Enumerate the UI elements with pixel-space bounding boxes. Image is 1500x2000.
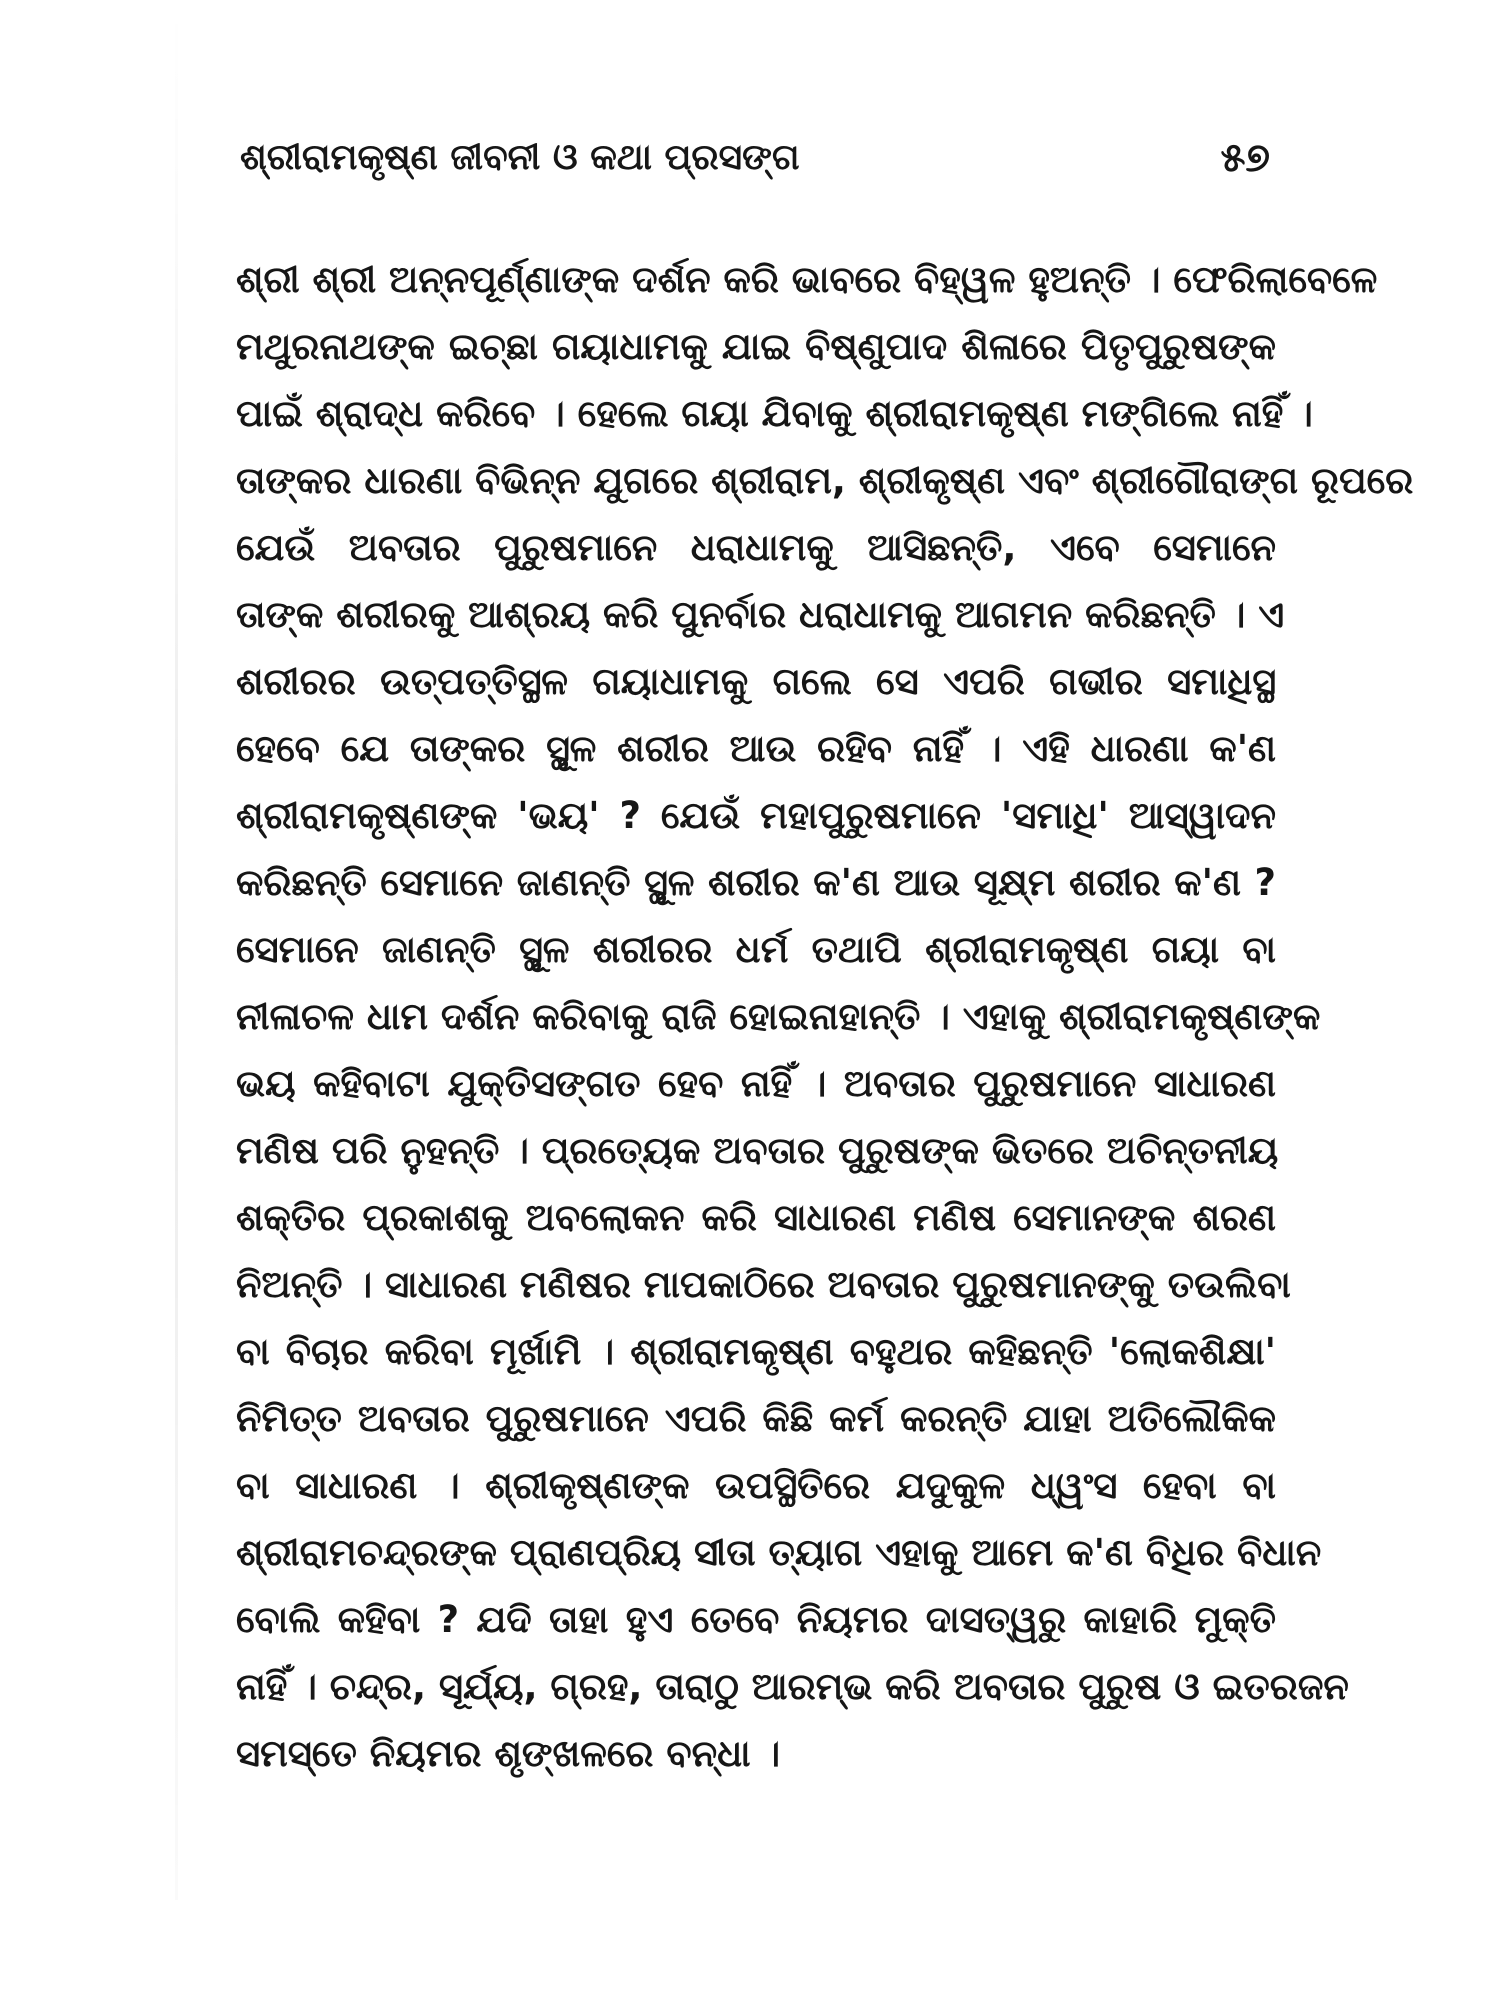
text-line: ବା ବିଚାର କରିବା ମୂର୍ଖାମି । ଶ୍ରୀରାମକୃଷ୍ଣ ବହୁଥର କହିଛନ୍ତି 'ଲୋକଶିକ୍ଷା': [236, 1330, 1276, 1373]
running-title: ଶ୍ରୀରାମକୃଷ୍ଣ ଜୀବନୀ ଓ କଥା ପ୍ରସଙ୍ଗ: [240, 137, 800, 178]
text-line: ସେମାନେ ଜାଣନ୍ତି ସ୍ଥୂଳ ଶରୀରର ଧର୍ମ ତଥାପି ଶ୍ରୀରାମକୃଷ୍ଣ ଗୟା ବା: [236, 928, 1276, 971]
text-line: ହେବେ ଯେ ତାଙ୍କର ସ୍ଥୂଳ ଶରୀର ଆଉ ରହିବ ନାହିଁ । ଏହି ଧାରଣା କ'ଣ: [236, 727, 1276, 770]
text-line: ନୀଳାଚଳ ଧାମ ଦର୍ଶନ କରିବାକୁ ରାଜି ହୋଇନାହାନ୍ତି । ଏହାକୁ ଶ୍ରୀରାମକୃଷ୍ଣଙ୍କ: [236, 995, 1321, 1038]
page-number: ୫୭: [1220, 135, 1270, 181]
text-line: ତାଙ୍କର ଧାରଣା ବିଭିନ୍ନ ଯୁଗରେ ଶ୍ରୀରାମ, ଶ୍ରୀକୃଷ୍ଣ ଏବଂ ଶ୍ରୀଗୌରାଙ୍ଗ ରୂପରେ: [236, 459, 1414, 502]
text-line: ଶକ୍ତିର ପ୍ରକାଶକୁ ଅବଲୋକନ କରି ସାଧାରଣ ମଣିଷ ସେମାନଙ୍କ ଶରଣ: [236, 1196, 1276, 1239]
text-line: ନିଅନ୍ତି । ସାଧାରଣ ମଣିଷର ମାପକାଠିରେ ଅବତାର ପୁରୁଷମାନଙ୍କୁ ତଉଲିବା: [236, 1263, 1291, 1306]
scan-edge-shadow: [175, 0, 178, 1900]
text-line: ମଣିଷ ପରି ନୁହନ୍ତି । ପ୍ରତ୍ୟେକ ଅବତାର ପୁରୁଷଙ୍କ ଭିତରେ ଅଚିନ୍ତନୀୟ: [236, 1129, 1279, 1172]
text-line: ମଥୁରନାଥଙ୍କ ଇଚ୍ଛା ଗୟାଧାମକୁ ଯାଇ ବିଷ୍ଣୁପାଦ ଶିଳାରେ ପିତୃପୁରୁଷଙ୍କ: [236, 325, 1276, 368]
text-line: ଭୟ କହିବାଟା ଯୁକ୍ତିସଙ୍ଗତ ହେବ ନାହିଁ । ଅବତାର ପୁରୁଷମାନେ ସାଧାରଣ: [236, 1062, 1276, 1105]
text-line: ବୋଲି କହିବା ? ଯଦି ତାହା ହୁଏ ତେବେ ନିୟମର ଦାସତ୍ୱରୁ କାହାରି ମୁକ୍ତି: [236, 1598, 1276, 1641]
text-line: ଶ୍ରୀରାମକୃଷ୍ଣଙ୍କ 'ଭୟ' ? ଯେଉଁ ମହାପୁରୁଷମାନେ 'ସମାଧି' ଆସ୍ୱାଦନ: [236, 794, 1276, 837]
text-line: ଯେଉଁ ଅବତାର ପୁରୁଷମାନେ ଧରାଧାମକୁ ଆସିଛନ୍ତି, ଏବେ ସେମାନେ: [236, 526, 1276, 569]
text-line: ସମସ୍ତେ ନିୟମର ଶୃଙ୍ଖଳରେ ବନ୍ଧା ।: [236, 1732, 781, 1775]
text-line: ଶ୍ରୀ ଶ୍ରୀ ଅନ୍ନପୂର୍ଣ୍ଣାଙ୍କ ଦର୍ଶନ କରି ଭାବରେ ବିହ୍ୱଳ ହୁଅନ୍ତି । ଫେରିଲାବେଳେ: [236, 258, 1378, 301]
text-line: ନାହିଁ । ଚନ୍ଦ୍ର, ସୂର୍ଯ୍ୟ, ଗ୍ରହ, ତାରାଠୁ ଆରମ୍ଭ କରି ଅବତାର ପୁରୁଷ ଓ ଇତରଜନ: [236, 1665, 1349, 1708]
text-line: ପାଇଁ ଶ୍ରାଦ୍ଧ କରିବେ । ହେଲେ ଗୟା ଯିବାକୁ ଶ୍ରୀରାମକୃଷ୍ଣ ମଙ୍ଗିଲେ ନାହିଁ ।: [236, 392, 1313, 435]
text-line: କରିଛନ୍ତି ସେମାନେ ଜାଣନ୍ତି ସ୍ଥୂଳ ଶରୀର କ'ଣ ଆଉ ସୂକ୍ଷ୍ମ ଶରୀର କ'ଣ ?: [236, 861, 1276, 904]
text-line: ଶ୍ରୀରାମଚନ୍ଦ୍ରଙ୍କ ପ୍ରାଣପ୍ରିୟ ସୀତା ତ୍ୟାଗ ଏହାକୁ ଆମେ କ'ଣ ବିଧିର ବିଧାନ: [236, 1531, 1322, 1574]
body-paragraph: [236, 246, 1414, 1787]
running-head: [240, 134, 1270, 194]
text-line: ତାଙ୍କ ଶରୀରକୁ ଆଶ୍ରୟ କରି ପୁନର୍ବାର ଧରାଧାମକୁ ଆଗମନ କରିଛନ୍ତି । ଏ: [236, 593, 1285, 636]
text-line: ଶରୀରର ଉତ୍ପତ୍ତିସ୍ଥଳ ଗୟାଧାମକୁ ଗଲେ ସେ ଏପରି ଗଭୀର ସମାଧିସ୍ଥ: [236, 660, 1276, 703]
text-line: ବା ସାଧାରଣ । ଶ୍ରୀକୃଷ୍ଣଙ୍କ ଉପସ୍ଥିତିରେ ଯଦୁକୁଳ ଧ୍ୱଂସ ହେବା ବା: [236, 1464, 1276, 1507]
text-line: ନିମିତ୍ତ ଅବତାର ପୁରୁଷମାନେ ଏପରି କିଛି କର୍ମ କରନ୍ତି ଯାହା ଅତିଲୌକିକ: [236, 1397, 1276, 1440]
